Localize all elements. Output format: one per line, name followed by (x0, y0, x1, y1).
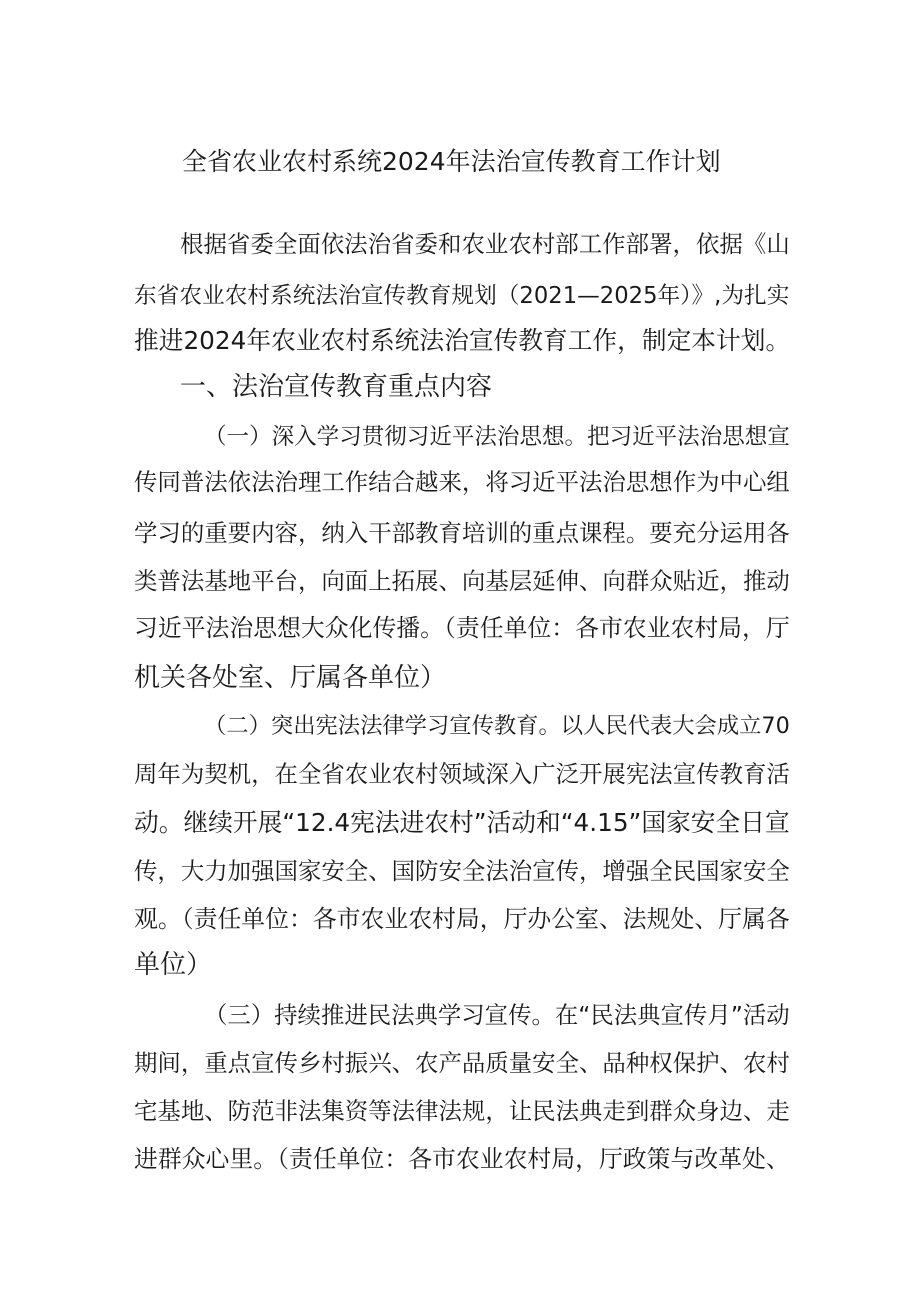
item-3-line-4: 进群众心里。（责任单位：各市农业农村局，厅政策与改革处、 (134, 1145, 790, 1173)
document-title: 全省农业农村系统2024年法治宣传教育工作计划 (182, 147, 721, 176)
item-1-line-4: 类普法基地平台，向面上拓展、向基层延伸、向群众贴近，推动 (134, 567, 790, 595)
item-2-line-6: 单位） (134, 950, 213, 980)
item-3-line-1: （三）持续推进民法典学习宣传。在“民法典宣传月”活动 (204, 1001, 790, 1029)
item-1-line-3: 学习的重要内容，纳入干部教育培训的重点课程。要充分运用各 (134, 519, 790, 547)
item-1-line-6: 机关各处室、厅属各单位） (134, 663, 447, 693)
item-1-line-2: 传同普法依法治理工作结合越来，将习近平法治思想作为中心组 (134, 468, 790, 496)
item-2-line-1: （二）突出宪法法律学习宣传教育。以人民代表大会成立70 (204, 713, 790, 739)
item-3-line-3: 宅基地、防范非法集资等法律法规，让民法典走到群众身边、走 (134, 1097, 790, 1125)
item-3-line-2: 期间，重点宣传乡村振兴、农产品质量安全、品种权保护、农村 (134, 1049, 790, 1077)
item-2-line-4: 传，大力加强国家安全、国防安全法治宣传，增强全民国家安全 (134, 857, 790, 885)
item-2-line-5: 观。（责任单位：各市农业农村局，厅办公室、法规处、厅属各 (134, 905, 790, 933)
item-1-line-1: （一）深入学习贯彻习近平法治思想。把习近平法治思想宣 (204, 424, 790, 450)
intro-line-2: 东省农业农村系统法治宣传教育规划（2021—2025年）》,为扎实 (134, 283, 790, 309)
item-2-line-2: 周年为契机，在全省农业农村领域深入广泛开展宪法宣传教育活 (134, 760, 790, 788)
intro-line-3: 推进2024年农业农村系统法治宣传教育工作，制定本计划。 (134, 326, 791, 355)
item-1-line-5: 习近平法治思想大众化传播。（责任单位：各市农业农村局，厅 (134, 614, 790, 642)
intro-line-1: 根据省委全面依法治省委和农业农村部工作部署，依据《山 (180, 230, 790, 258)
section-heading: 一、法治宣传教育重点内容 (180, 372, 493, 402)
item-2-line-3: 动。继续开展“12.4宪法进农村”活动和“4.15”国家安全日宣 (134, 808, 790, 837)
